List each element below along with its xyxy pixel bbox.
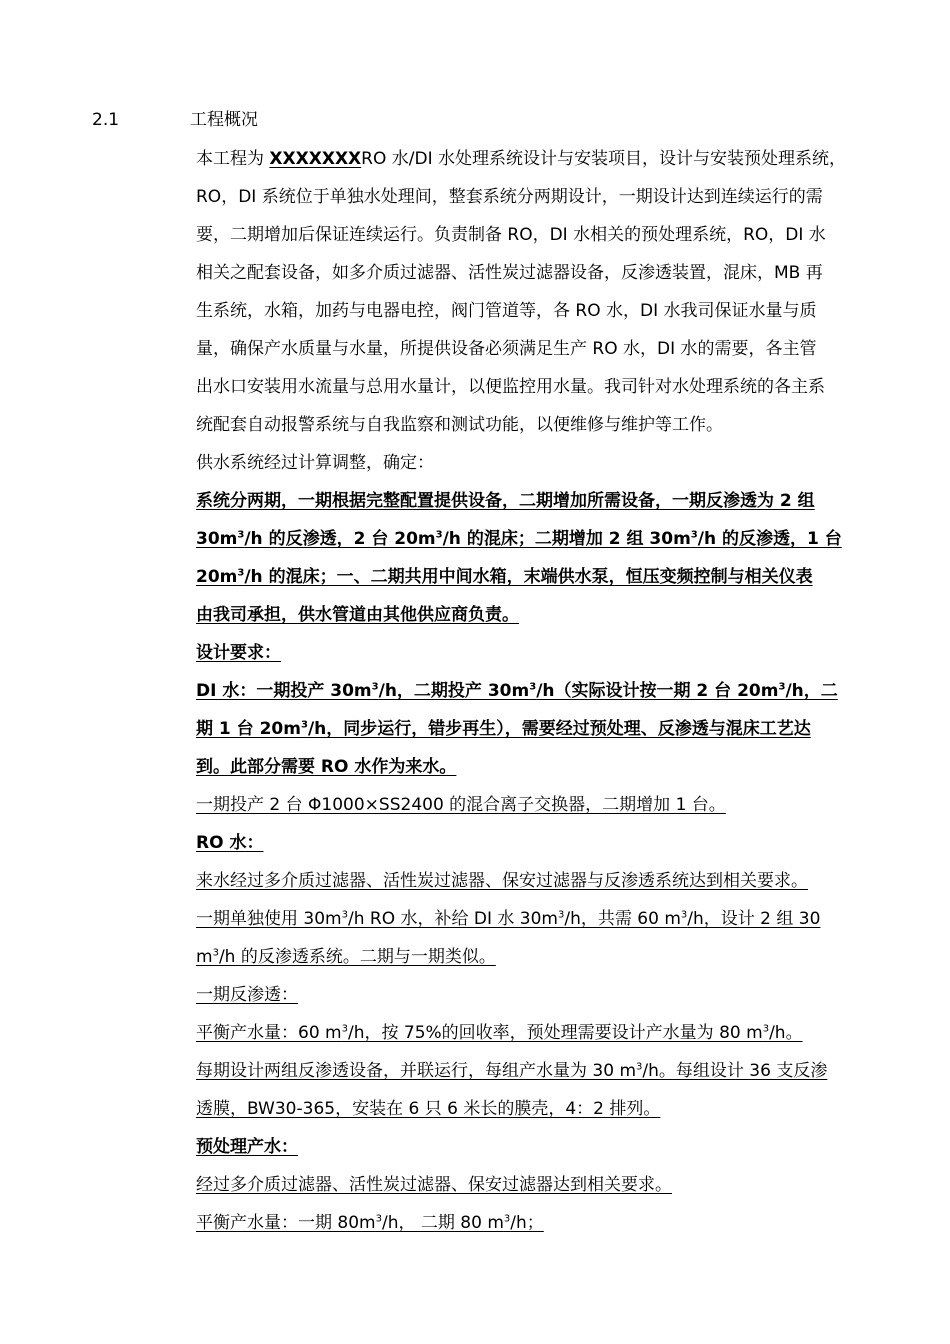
design-req-title: 设计要求： bbox=[196, 643, 281, 663]
section-heading bbox=[92, 106, 258, 134]
project-name: XXXXXXX bbox=[269, 149, 362, 169]
phase-plan-line: $20m^3/h$ 的混床；一、二期共用中间水箱，末端供水泵，恒压变频控制与相关仪表 bbox=[196, 567, 813, 587]
ro-phase1-line: 平衡产水量：60 $m^3/h$，按 75%的回收率，预处理需要设计产水量为 80 $m^3/h$。 bbox=[196, 1023, 803, 1043]
di-exchanger-line: 一期投产 2 台 Φ1000×SS2400 的混合离子交换器，二期增加 1 台。 bbox=[196, 795, 726, 815]
phase-plan-line: 由我司承担，供水管道由其他供应商负责。 bbox=[196, 605, 519, 625]
intro-line bbox=[196, 144, 916, 182]
intro-line: 相关之配套设备，如多介质过滤器、活性炭过滤器设备，反渗透装置，混床，MB 再 bbox=[196, 263, 823, 283]
section-number: 2.1 bbox=[92, 110, 120, 130]
supply-intro-line: 供水系统经过计算调整，确定： bbox=[196, 453, 434, 473]
di-water-line: 到。此部分需要 RO 水作为来水。 bbox=[196, 757, 457, 777]
di-water-line: 期 1 台 $20m^3/h$，同步运行，错步再生），需要经过预处理、反渗透与混床工艺达 bbox=[196, 719, 811, 739]
ro-line: $m^3/h$ 的反渗透系统。二期与一期类似。 bbox=[196, 947, 496, 967]
section-body bbox=[196, 144, 916, 1246]
pretreat-line: 平衡产水量：一期 $80m^3/h$， 二期 80 $m^3/h$； bbox=[196, 1213, 544, 1233]
intro-line: RO，DI 系统位于单独水处理间，整套系统分两期设计，一期设计达到连续运行的需 bbox=[196, 187, 823, 207]
intro-line: 要，二期增加后保证连续运行。负责制备 RO，DI 水相关的预处理系统，RO，DI 水 bbox=[196, 225, 826, 245]
intro-line: 量，确保产水质量与水量，所提供设备必须满足生产 RO 水，DI 水的需要，各主管 bbox=[196, 339, 817, 359]
ro-line: 一期单独使用 $30m^3/h$ RO 水，补给 DI 水 $30m^3/h$，共需 60 $m^3/h$，设计 2 组 30 bbox=[196, 909, 821, 929]
intro-line: 统配套自动报警系统与自我监察和测试功能，以便维修与维护等工作。 bbox=[196, 415, 723, 435]
ro-phase1-line: 透膜，BW30-365，安装在 6 只 6 米长的膜壳，4：2 排列。 bbox=[196, 1099, 661, 1119]
ro-line: 来水经过多介质过滤器、活性炭过滤器、保安过滤器与反渗透系统达到相关要求。 bbox=[196, 871, 808, 891]
intro-line: 出水口安装用水流量与总用水量计，以便监控用水量。我司针对水处理系统的各主系 bbox=[196, 377, 825, 397]
pretreat-title: 预处理产水： bbox=[196, 1137, 298, 1157]
phase-plan-line: 系统分两期，一期根据完整配置提供设备，二期增加所需设备，一期反渗透为 2 组 bbox=[196, 491, 815, 511]
pretreat-line: 经过多介质过滤器、活性炭过滤器、保安过滤器达到相关要求。 bbox=[196, 1175, 672, 1195]
phase-plan-line: $30m^3/h$ 的反渗透，2 台 $20m^3/h$ 的混床；二期增加 2 组 $30m^3/h$ 的反渗透，1 台 bbox=[196, 529, 842, 549]
ro-phase1-title: 一期反渗透： bbox=[196, 985, 298, 1005]
di-water-line: DI 水：一期投产 $30m^3/h$，二期投产 $30m^3/h$（实际设计按一期 2 台 $20m^3/h$，二 bbox=[196, 681, 838, 701]
intro-prefix: 本工程为 bbox=[196, 149, 270, 169]
ro-title: RO 水： bbox=[196, 833, 264, 853]
ro-phase1-line: 每期设计两组反渗透设备，并联运行，每组产水量为 30 $m^3/h$。每组设计 36 支反渗 bbox=[196, 1061, 828, 1081]
intro-text: RO 水/DI 水处理系统设计与安装项目，设计与安装预处理系统， bbox=[361, 149, 846, 169]
section-title: 工程概况 bbox=[190, 110, 258, 130]
intro-line: 生系统，水箱，加药与电器电控，阀门管道等，各 RO 水，DI 水我司保证水量与质 bbox=[196, 301, 817, 321]
